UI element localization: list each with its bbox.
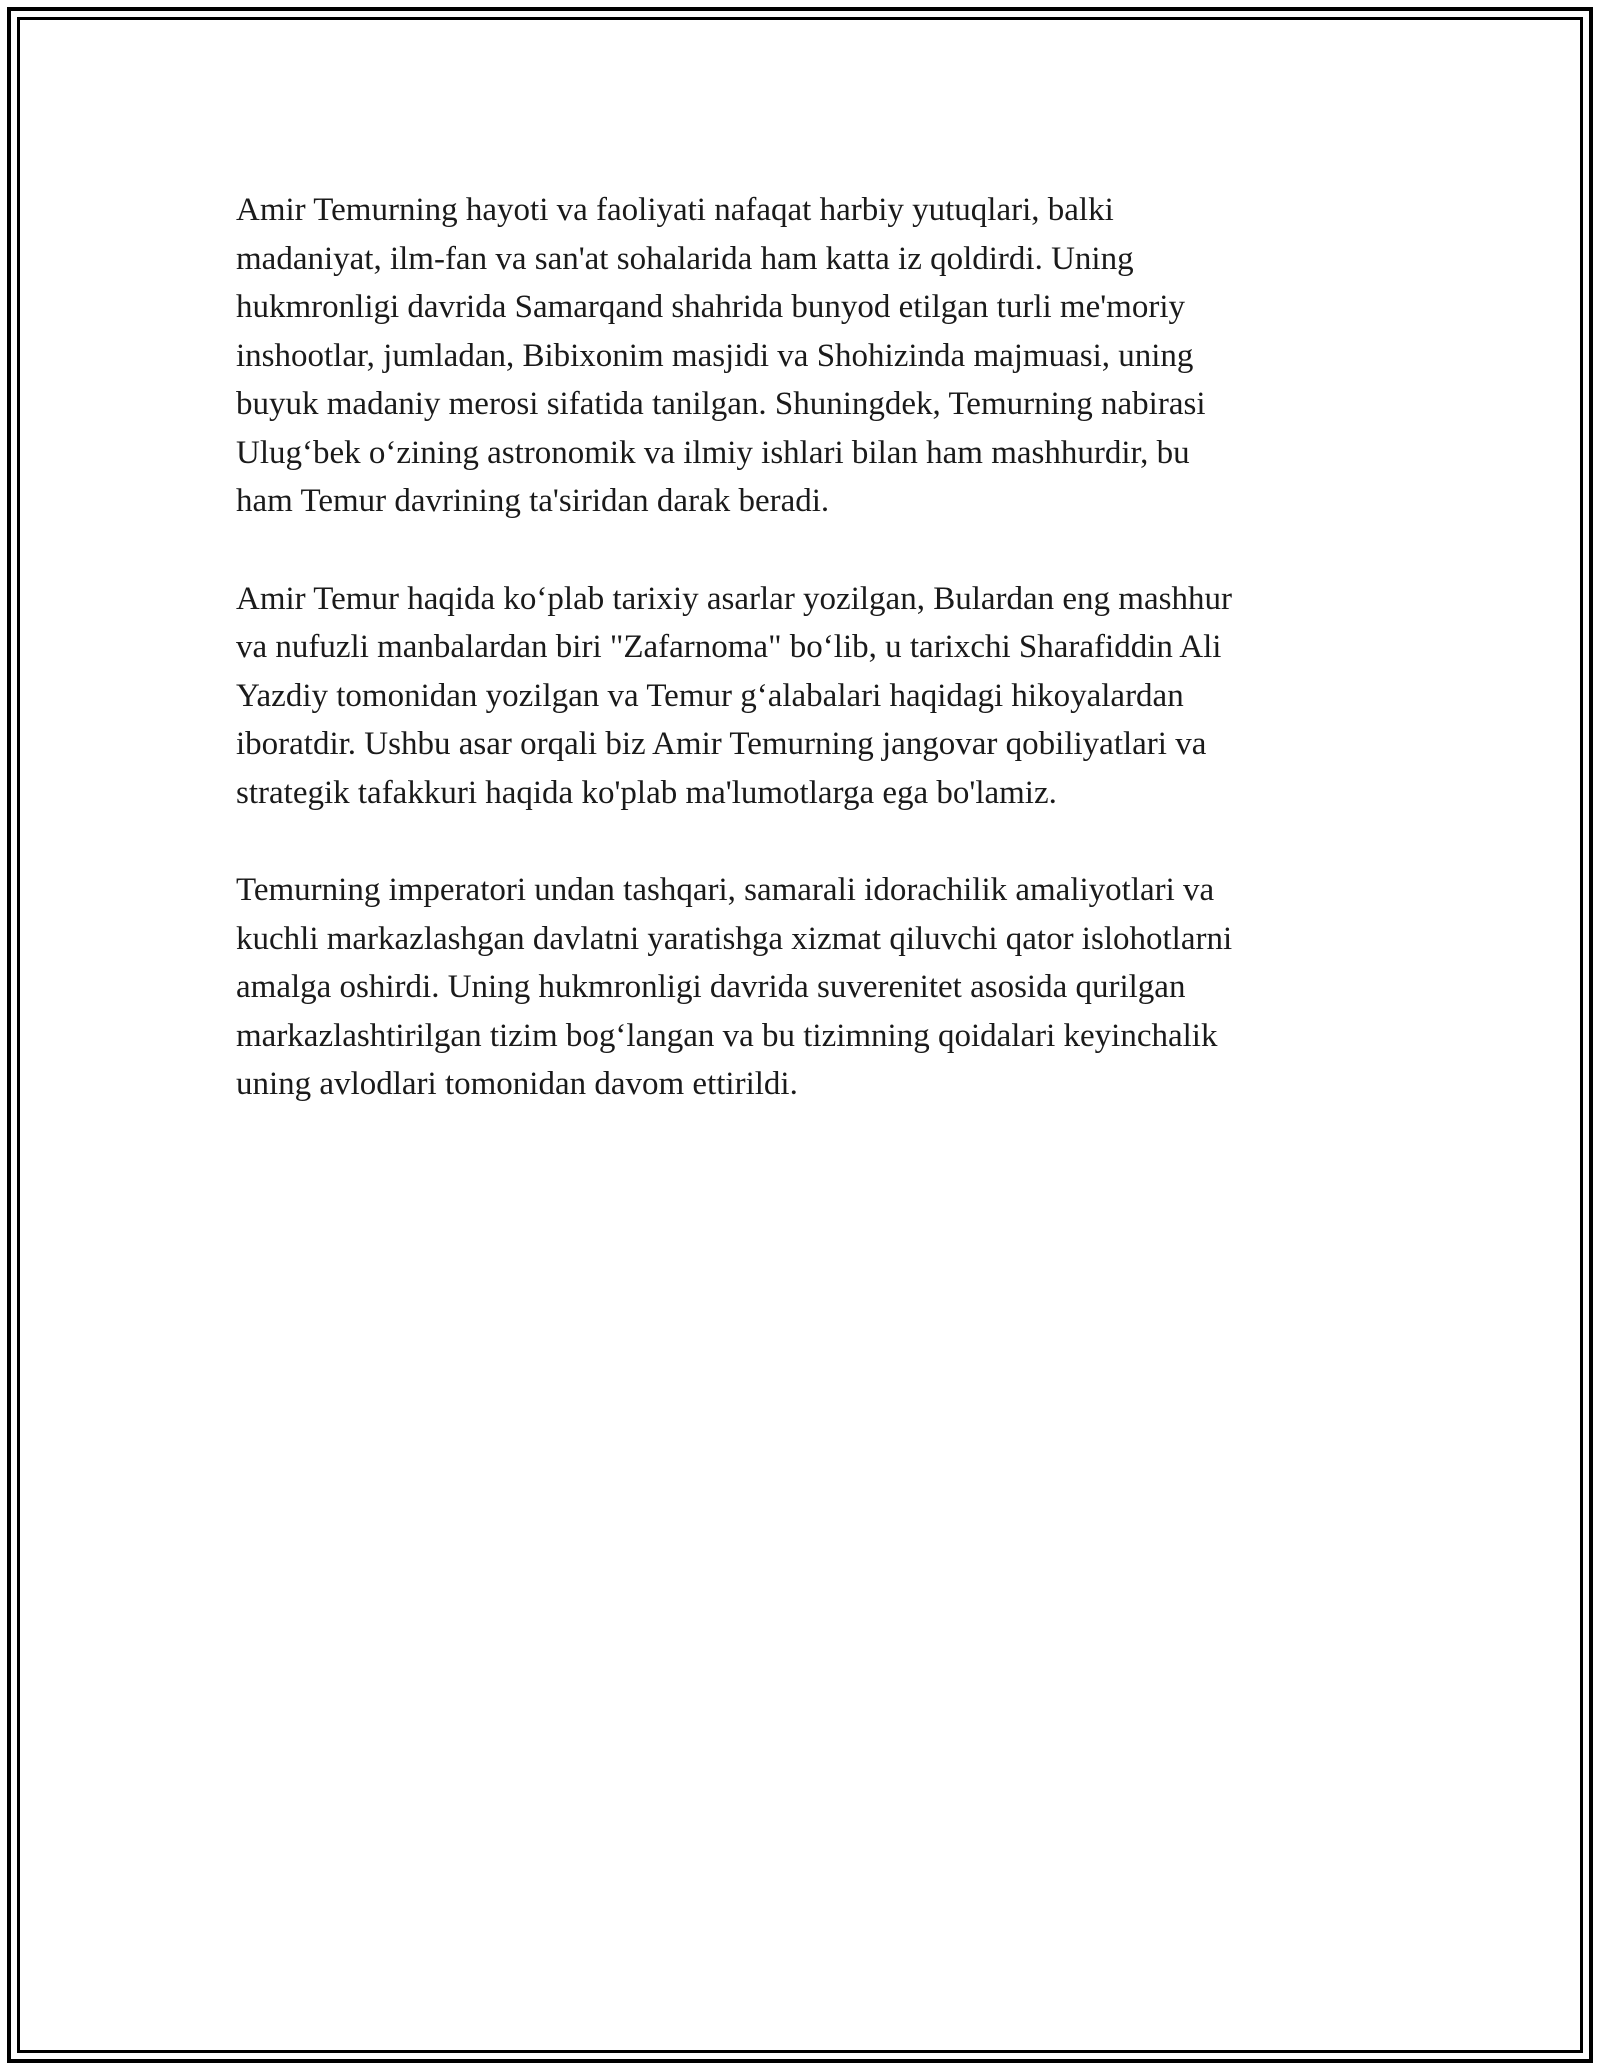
paragraph-2: Amir Temur haqida ko‘plab tarixiy asarlar yozilgan, Bulardan eng mashhur va nufuzli manbalardan biri "Zafarnoma" bo‘lib, u tarixchi Sharafiddin Ali Yazdiy tomonidan yozilgan va Temur g‘alabalari haqidagi hikoyalardan iboratdir. Ushbu asar orqali biz Amir Temurning jangovar qobiliyatlari va strategik tafakkuri haqida ko'plab ma'lumotlarga ega bo'lamiz. [236,580,1232,811]
paragraph-3: Temurning imperatori undan tashqari, samarali idorachilik amaliyotlari va kuchli markazlashgan davlatni yaratishga xizmat qiluvchi qator islohotlarni amalga oshirdi. Uning hukmronligi davrida suverenitet asosida qurilgan markazlashtirilgan tizim bog‘langan va bu tizimning qoidalari keyinchalik uning avlodlari tomonidan davom ettirildi. [236,872,1233,1102]
document-body [236,186,1366,1158]
paragraph-1: Amir Temurning hayoti va faoliyati nafaqat harbiy yutuqlari, balki madaniyat, ilm-fan va san'at sohalarida ham katta iz qoldirdi. Uning hukmronligi davrida Samarqand shahrida bunyod etilgan turli me'moriy inshootlar, jumladan, Bibixonim masjidi va Shohizinda majmuasi, uning buyuk madaniy merosi sifatida tanilgan. Shuningdek, Temurning nabirasi Ulug‘bek o‘zining astronomik va ilmiy ishlari bilan ham mashhurdir, bu ham Temur davrining ta'siridan darak beradi. [236,192,1206,519]
